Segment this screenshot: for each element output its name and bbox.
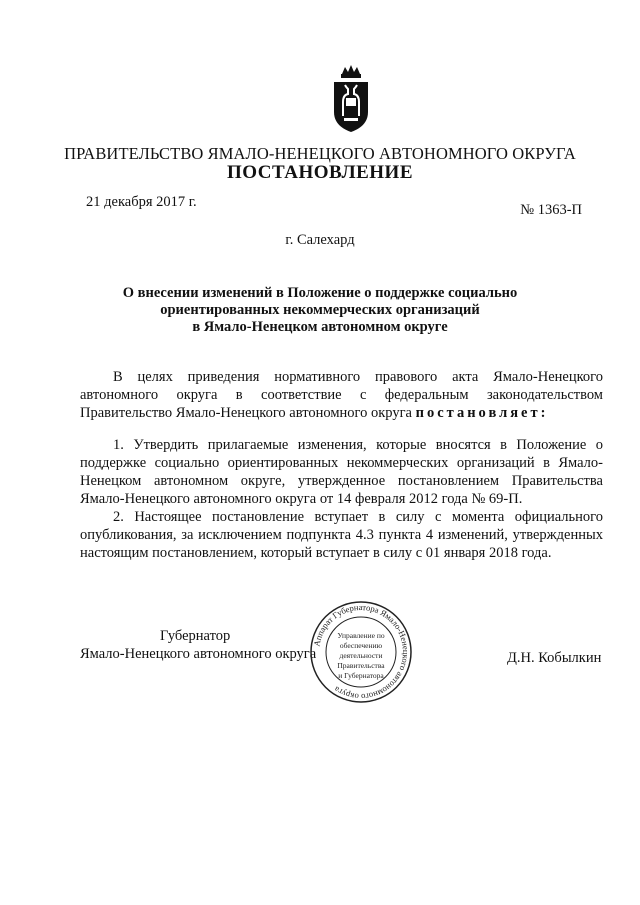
stamp-center-line: обеспечению: [339, 641, 383, 650]
intro-text: В целях приведения нормативного правового акта Ямало-Ненецкого автономного округа в соответствие с федеральным законодательством Правительство Ямало-Ненецкого автономного округа: [80, 369, 603, 421]
title-line: в Ямало-Ненецком автономном округе: [192, 319, 448, 335]
document-number: № 1363-П: [520, 202, 582, 218]
stamp-center-line: и Губернатора: [338, 671, 384, 680]
organization-heading: ПРАВИТЕЛЬСТВО ЯМАЛО-НЕНЕЦКОГО АВТОНОМНОГО ОКРУГА: [64, 144, 576, 163]
signatory-position: Губернатор: [160, 628, 231, 644]
signatory-name: Д.Н. Кобылкин: [507, 650, 602, 666]
title-line: ориентированных некоммерческих организаций: [160, 302, 480, 318]
intro-paragraph: [80, 368, 603, 422]
title-line: О внесении изменений в Положение о поддержке социально: [122, 285, 518, 301]
stamp-ring-text: Аппарат Губернатора Ямало-Ненецкого автономного округа: [311, 601, 412, 703]
item-1-paragraph: 1. Утвердить прилагаемые изменения, которые вносятся в Положение о поддержке социально ориентированных некоммерческих организаций в Ямало-Ненецком автономном округе, утвержденное постановлением Правительства Ямало-Ненецкого автономного округа от 14 февраля 2012 года № 69-П.: [80, 437, 603, 507]
stamp-center-line: деятельности: [339, 651, 383, 660]
document-type-heading: ПОСТАНОВЛЕНИЕ: [226, 162, 414, 183]
decree-word: постановляет:: [415, 405, 549, 421]
document-date: 21 декабря 2017 г.: [86, 194, 197, 210]
coat-of-arms-emblem: [330, 62, 372, 134]
stamp-center-line: Правительства: [337, 661, 385, 670]
official-stamp: [309, 600, 413, 704]
signatory-position-region: Ямало-Ненецкого автономного округа: [80, 646, 317, 662]
document-title: [100, 285, 540, 336]
document-city: г. Салехард: [285, 232, 355, 248]
item-2-paragraph: 2. Настоящее постановление вступает в силу с момента официального опубликования, за исключением подпункта 4.3 пункта 4 изменений, утвержденных настоящим постановлением, который вступает в силу с 01 января 2018 года.: [80, 509, 603, 561]
stamp-center-line: Управление по: [337, 631, 385, 640]
